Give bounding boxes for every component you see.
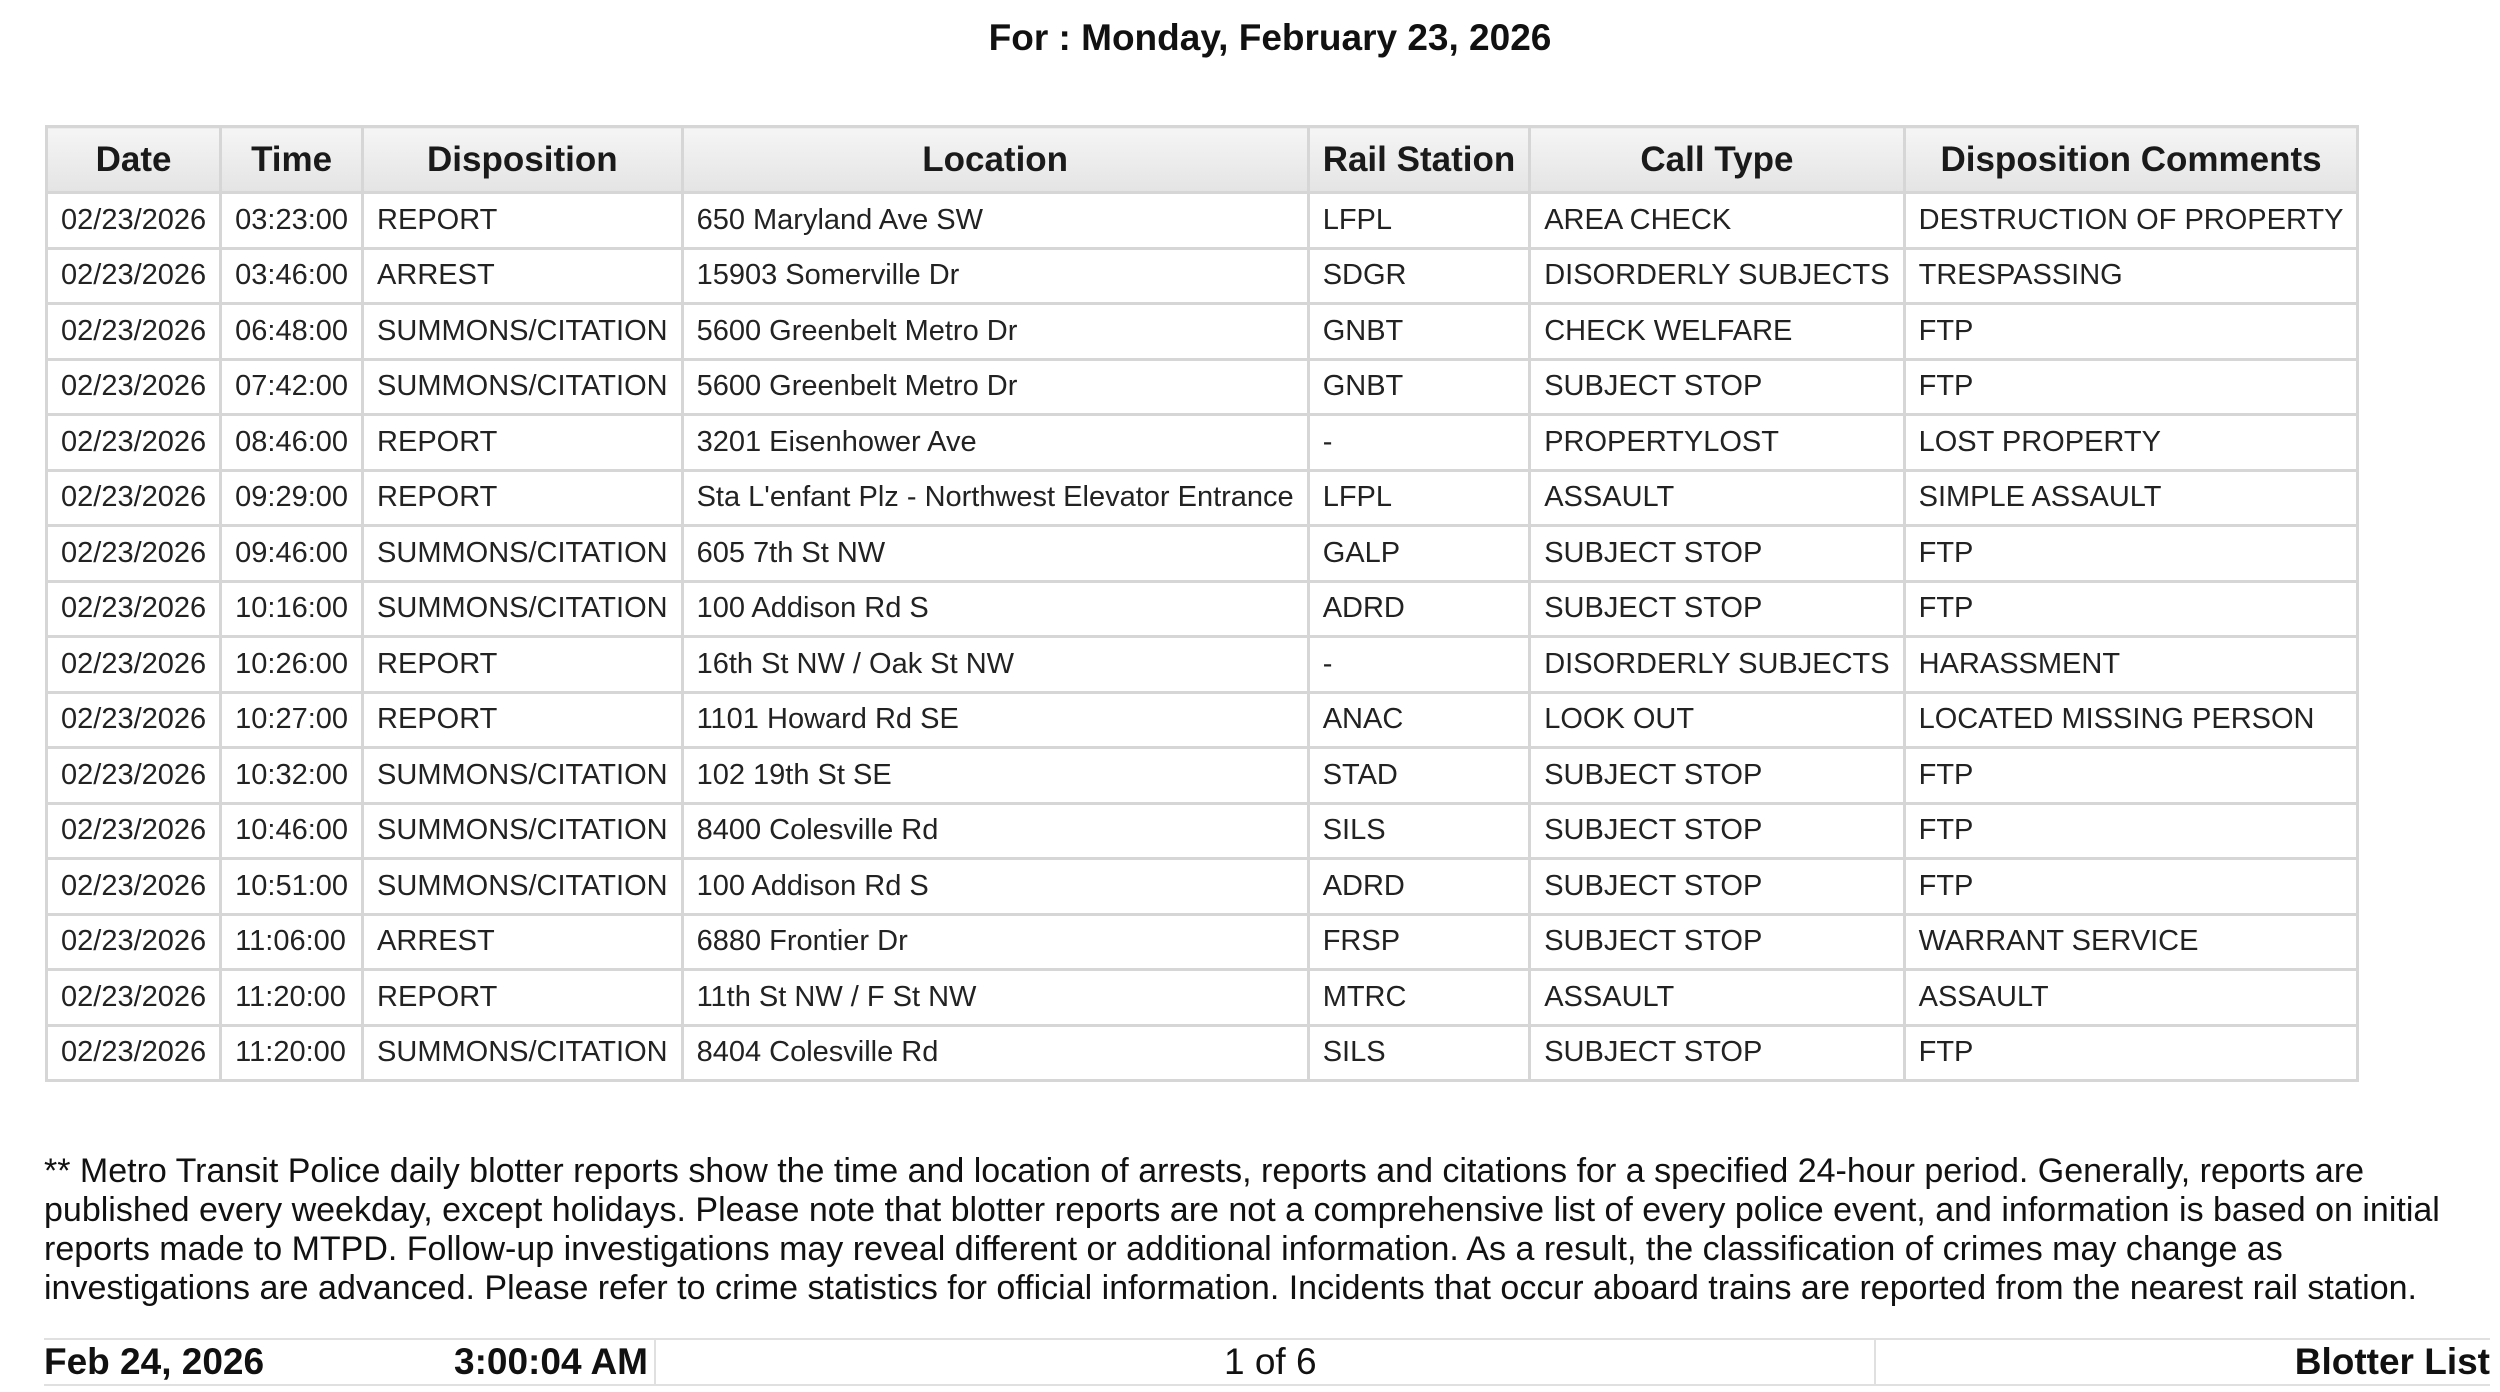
cell-time: 06:48:00 [221,304,363,360]
table-row [47,914,2358,970]
cell-disposition-comments: DESTRUCTION OF PROPERTY [1904,193,2358,249]
cell-disposition: SUMMONS/CITATION [363,1025,683,1081]
cell-location: 5600 Greenbelt Metro Dr [682,304,1308,360]
cell-call-type: PROPERTYLOST [1530,415,1904,471]
cell-location: 605 7th St NW [682,526,1308,582]
cell-date: 02/23/2026 [47,581,221,637]
cell-rail-station: ADRD [1308,859,1530,915]
cell-date: 02/23/2026 [47,914,221,970]
header-rail-station: Rail Station [1308,127,1530,193]
cell-call-type: SUBJECT STOP [1530,914,1904,970]
cell-time: 11:06:00 [221,914,363,970]
footer-time: 3:00:04 AM [454,1341,648,1382]
cell-date: 02/23/2026 [47,859,221,915]
cell-time: 03:46:00 [221,248,363,304]
cell-disposition-comments: FTP [1904,1025,2358,1081]
cell-date: 02/23/2026 [47,748,221,804]
cell-disposition-comments: FTP [1904,803,2358,859]
cell-location: 15903 Somerville Dr [682,248,1308,304]
table-row [47,581,2358,637]
cell-rail-station: SILS [1308,1025,1530,1081]
cell-disposition-comments: LOST PROPERTY [1904,415,2358,471]
cell-disposition: REPORT [363,637,683,693]
cell-rail-station: FRSP [1308,914,1530,970]
header-disposition: Disposition [363,127,683,193]
cell-disposition: ARREST [363,914,683,970]
cell-date: 02/23/2026 [47,248,221,304]
table-row [47,470,2358,526]
cell-call-type: CHECK WELFARE [1530,304,1904,360]
cell-rail-station: STAD [1308,748,1530,804]
cell-call-type: AREA CHECK [1530,193,1904,249]
cell-date: 02/23/2026 [47,1025,221,1081]
cell-disposition: REPORT [363,970,683,1026]
table-row [47,193,2358,249]
cell-disposition: SUMMONS/CITATION [363,859,683,915]
cell-rail-station: GNBT [1308,304,1530,360]
cell-disposition: SUMMONS/CITATION [363,526,683,582]
cell-call-type: SUBJECT STOP [1530,359,1904,415]
cell-location: 100 Addison Rd S [682,859,1308,915]
cell-call-type: SUBJECT STOP [1530,526,1904,582]
cell-call-type: DISORDERLY SUBJECTS [1530,248,1904,304]
cell-time: 03:23:00 [221,193,363,249]
cell-disposition-comments: FTP [1904,581,2358,637]
cell-time: 07:42:00 [221,359,363,415]
cell-date: 02/23/2026 [47,692,221,748]
cell-call-type: LOOK OUT [1530,692,1904,748]
table-row [47,1025,2358,1081]
cell-time: 10:26:00 [221,637,363,693]
table-row [47,692,2358,748]
footer-divider [1874,1340,1876,1384]
cell-call-type: SUBJECT STOP [1530,581,1904,637]
cell-disposition-comments: TRESPASSING [1904,248,2358,304]
cell-location: 16th St NW / Oak St NW [682,637,1308,693]
cell-disposition: SUMMONS/CITATION [363,748,683,804]
cell-rail-station: - [1308,637,1530,693]
header-disposition-comments: Disposition Comments [1904,127,2358,193]
table-row [47,748,2358,804]
cell-date: 02/23/2026 [47,304,221,360]
footer-date: Feb 24, 2026 [44,1341,265,1382]
cell-disposition-comments: FTP [1904,359,2358,415]
table-header [47,127,2358,193]
cell-call-type: ASSAULT [1530,470,1904,526]
cell-date: 02/23/2026 [47,193,221,249]
cell-location: 3201 Eisenhower Ave [682,415,1308,471]
cell-call-type: SUBJECT STOP [1530,1025,1904,1081]
cell-date: 02/23/2026 [47,970,221,1026]
report-name: Blotter List [2294,1341,2490,1382]
cell-date: 02/23/2026 [47,415,221,471]
cell-disposition-comments: FTP [1904,748,2358,804]
cell-rail-station: ADRD [1308,581,1530,637]
cell-time: 09:29:00 [221,470,363,526]
table-row [47,248,2358,304]
cell-disposition-comments: WARRANT SERVICE [1904,914,2358,970]
header-time: Time [221,127,363,193]
cell-time: 11:20:00 [221,1025,363,1081]
cell-disposition-comments: LOCATED MISSING PERSON [1904,692,2358,748]
header-row [47,127,2358,193]
cell-location: 11th St NW / F St NW [682,970,1308,1026]
table-row [47,859,2358,915]
cell-disposition-comments: FTP [1904,859,2358,915]
cell-location: 6880 Frontier Dr [682,914,1308,970]
cell-disposition-comments: ASSAULT [1904,970,2358,1026]
table-row [47,304,2358,360]
cell-rail-station: SDGR [1308,248,1530,304]
cell-disposition-comments: FTP [1904,526,2358,582]
cell-date: 02/23/2026 [47,637,221,693]
cell-location: 1101 Howard Rd SE [682,692,1308,748]
cell-time: 09:46:00 [221,526,363,582]
blotter-table [45,125,2359,1082]
cell-location: Sta L'enfant Plz - Northwest Elevator Entrance [682,470,1308,526]
cell-location: 102 19th St SE [682,748,1308,804]
cell-disposition-comments: HARASSMENT [1904,637,2358,693]
cell-time: 10:27:00 [221,692,363,748]
cell-disposition: SUMMONS/CITATION [363,359,683,415]
cell-disposition-comments: FTP [1904,304,2358,360]
cell-location: 5600 Greenbelt Metro Dr [682,359,1308,415]
cell-rail-station: ANAC [1308,692,1530,748]
header-date: Date [47,127,221,193]
cell-disposition: REPORT [363,193,683,249]
cell-call-type: SUBJECT STOP [1530,748,1904,804]
page-footer [44,1338,2490,1386]
cell-rail-station: SILS [1308,803,1530,859]
cell-call-type: SUBJECT STOP [1530,803,1904,859]
page-number: 1 of 6 [1224,1341,1317,1382]
table-row [47,803,2358,859]
table-row [47,970,2358,1026]
cell-time: 10:16:00 [221,581,363,637]
cell-disposition: REPORT [363,415,683,471]
table-row [47,526,2358,582]
table-row [47,415,2358,471]
cell-disposition: SUMMONS/CITATION [363,304,683,360]
cell-location: 8404 Colesville Rd [682,1025,1308,1081]
cell-date: 02/23/2026 [47,803,221,859]
cell-time: 08:46:00 [221,415,363,471]
cell-location: 8400 Colesville Rd [682,803,1308,859]
cell-rail-station: LFPL [1308,193,1530,249]
cell-rail-station: GALP [1308,526,1530,582]
cell-rail-station: MTRC [1308,970,1530,1026]
cell-location: 650 Maryland Ave SW [682,193,1308,249]
cell-time: 10:51:00 [221,859,363,915]
footer-divider [654,1340,656,1384]
cell-rail-station: LFPL [1308,470,1530,526]
cell-date: 02/23/2026 [47,526,221,582]
cell-date: 02/23/2026 [47,470,221,526]
cell-disposition: REPORT [363,692,683,748]
table-body [47,193,2358,1081]
table-row [47,359,2358,415]
cell-rail-station: - [1308,415,1530,471]
cell-call-type: SUBJECT STOP [1530,859,1904,915]
cell-date: 02/23/2026 [47,359,221,415]
header-call-type: Call Type [1530,127,1904,193]
report-title: For : Monday, February 23, 2026 [988,17,1552,58]
cell-call-type: DISORDERLY SUBJECTS [1530,637,1904,693]
cell-time: 10:32:00 [221,748,363,804]
cell-disposition: SUMMONS/CITATION [363,803,683,859]
cell-disposition: SUMMONS/CITATION [363,581,683,637]
cell-disposition: REPORT [363,470,683,526]
cell-location: 100 Addison Rd S [682,581,1308,637]
cell-disposition-comments: SIMPLE ASSAULT [1904,470,2358,526]
cell-time: 10:46:00 [221,803,363,859]
footnote: ** Metro Transit Police daily blotter reports show the time and location of arrests, reports and citations for a specified 24-hour period. Generally, reports are published every weekday, except holidays. Please note that blotter reports are not a comprehensive list of every police event, and information is based on initial reports made to MTPD. Follow-up investigations may reveal different or additional information. As a result, the classification of crimes may change as investigations are advanced. Please refer to crime statistics for official information. Incidents that occur aboard trains are reported from the nearest rail station. [44,1152,2440,1307]
table-row [47,637,2358,693]
cell-call-type: ASSAULT [1530,970,1904,1026]
header-location: Location [682,127,1308,193]
cell-rail-station: GNBT [1308,359,1530,415]
cell-time: 11:20:00 [221,970,363,1026]
cell-disposition: ARREST [363,248,683,304]
